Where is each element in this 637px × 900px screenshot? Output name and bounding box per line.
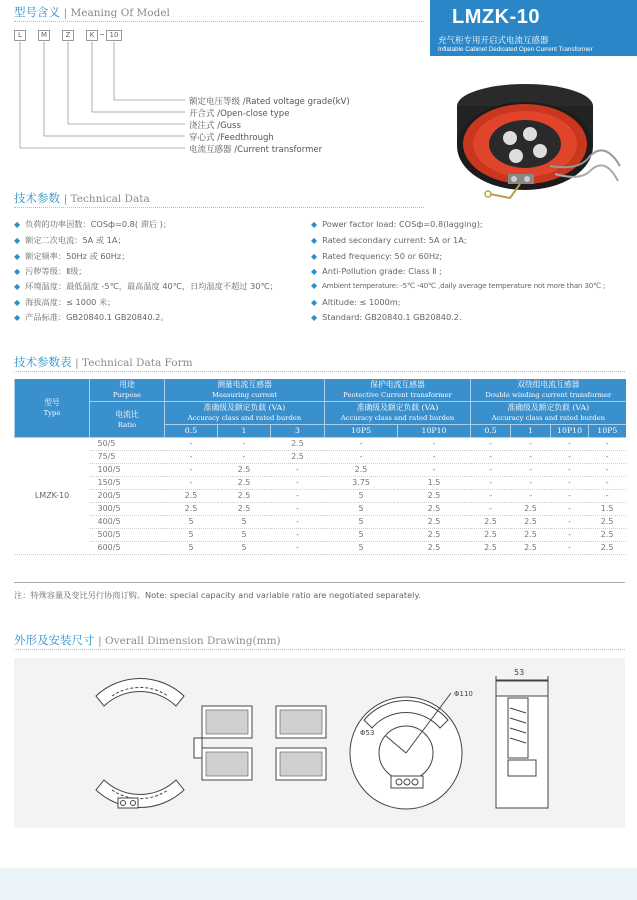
cell-value: - [471,464,511,477]
header-class: 0.5 [165,425,218,438]
table-body [15,438,626,555]
cell-value: - [551,490,589,503]
section-divider [14,21,424,22]
spec-left-item: ◆ 额定二次电流：5A 或 1A； [14,235,126,245]
cell-value: 2.5 [218,464,271,477]
drawing-title-cn: 外形及安装尺寸 [14,633,95,647]
cell-value: - [551,464,589,477]
page-footer-band [0,868,637,900]
model-meaning-title-cn: 型号含义 [14,5,60,19]
cell-value: - [165,451,218,464]
cell-value: 5 [218,529,271,542]
header-measuring: 测量电流互感器 Measuring current [165,379,325,402]
cell-value: - [471,477,511,490]
cell-value: - [271,529,325,542]
spec-right-item: ◆ Altitude: ≤ 1000m; [311,297,401,307]
spec-right-item: ◆ Ambient temperature: -5℃ -40℃ ,daily average temperature not more than 30℃ ; [311,281,606,290]
cell-value: 5 [218,542,271,555]
header-class: 0.5 [471,425,511,438]
product-hero [430,0,637,208]
cell-value: - [511,451,551,464]
cell-value: 2.5 [589,516,626,529]
cell-value: - [218,438,271,451]
cell-value: 5 [165,542,218,555]
cell-value: 5 [325,503,398,516]
table-note: 注：特殊容量及变比另行协商订购。Note: special capacity and variable ratio are negotiated separately. [14,590,421,600]
model-dash [100,34,104,35]
table-row [15,451,626,464]
cell-value: 2.5 [325,464,398,477]
header-model: 型号 Type [15,379,90,438]
table-row [15,542,626,555]
cell-ratio: 75/5 [90,451,165,464]
cell-model: LMZK-10 [15,438,90,555]
cell-value: - [511,490,551,503]
model-desc-ct: 电流互感器 /Current transformer [189,145,323,155]
cell-ratio: 200/5 [90,490,165,503]
header-class: 10P10 [398,425,471,438]
cell-value: 2.5 [165,503,218,516]
cell-value: - [165,438,218,451]
spec-right-item: ◆ Rated frequency: 50 or 60Hz; [311,251,443,261]
cell-value: - [325,451,398,464]
cell-value: - [398,464,471,477]
tech-data-title-en: Technical Data [70,193,150,205]
cell-value: - [551,503,589,516]
header-accuracy: 准确级及额定负载 (VA) Accuracy class and rated burden [325,402,471,425]
cell-value: - [589,451,626,464]
cell-value: - [551,451,589,464]
cell-value: - [271,516,325,529]
spec-right-item: ◆ Standard: GB20840.1 GB20840.2. [311,312,462,322]
spec-left-item: ◆ 海拔高度：≤ 1000 米； [14,297,116,307]
cell-value: 5 [165,516,218,529]
spec-left-item: ◆ 额定频率：50Hz 或 60Hz； [14,251,130,261]
cell-ratio: 150/5 [90,477,165,490]
cell-value: 1.5 [589,503,626,516]
model-desc-guss: 浇注式 /Guss [189,121,241,131]
table-row [15,464,626,477]
table-row [15,438,626,451]
header-ratio: 电流比 Ratio [90,402,165,438]
cell-value: - [165,464,218,477]
cell-value: 2.5 [471,516,511,529]
cell-value: 2.5 [398,516,471,529]
cell-value: - [271,477,325,490]
cell-value: 1.5 [398,477,471,490]
cell-value: 2.5 [271,438,325,451]
cell-value: 2.5 [218,503,271,516]
cell-value: 5 [165,529,218,542]
cell-value: 2.5 [471,529,511,542]
spec-left-item: ◆ 污秽等级：Ⅱ级； [14,266,87,276]
section-divider [14,649,625,650]
product-subtitle-cn: 充气柜专用开启式电流互感器 [438,36,549,46]
cell-ratio: 500/5 [90,529,165,542]
model-box-k: K [86,30,98,41]
cell-value: 2.5 [511,529,551,542]
cell-value: 2.5 [398,542,471,555]
cell-value: 2.5 [589,542,626,555]
table-row [15,477,626,490]
cell-value: - [271,503,325,516]
cell-ratio: 300/5 [90,503,165,516]
spec-right-item: ◆ Anti-Pollution grade: Class Ⅱ ; [311,266,442,276]
model-desc-voltage: 额定电压等级 /Rated voltage grade(kV) [189,97,350,107]
header-class: 10P5 [325,425,398,438]
cell-value: - [165,477,218,490]
dimension-drawing [14,658,625,828]
cell-value: 2.5 [218,490,271,503]
cell-value: - [271,490,325,503]
tech-form-title-cn: 技术参数表 [14,355,72,369]
cell-value: - [471,490,511,503]
cell-value: - [551,516,589,529]
section-divider [14,207,424,208]
cell-value: 5 [325,490,398,503]
cell-value: - [551,477,589,490]
header-class: 3 [271,425,325,438]
drawing-title: 外形及安装尺寸 | Overall Dimension Drawing(mm) [14,633,281,647]
cell-value: 2.5 [398,490,471,503]
table-row [15,490,626,503]
cell-value: - [551,542,589,555]
cell-value: - [271,464,325,477]
dim-inner-label: Φ53 [360,729,375,737]
spec-left-item: ◆ 负荷的功率因数：COSф=0.8( 滞后 )； [14,219,172,229]
cell-ratio: 600/5 [90,542,165,555]
cell-value: 2.5 [271,451,325,464]
table-bottom-rule [14,582,625,583]
cell-value: 2.5 [511,503,551,516]
spec-left-item: ◆ 产品标准：GB20840.1 GB20840.2。 [14,312,169,322]
model-meaning-title: 型号含义 | Meaning Of Model [14,5,170,19]
header-class: 1 [511,425,551,438]
dim-width-label: 53 [514,668,525,677]
cell-value: - [589,438,626,451]
model-desc-feedthrough: 穿心式 /Feedthrough [189,133,274,143]
cell-ratio: 100/5 [90,464,165,477]
cell-value: - [511,464,551,477]
product-photo [430,56,637,208]
cell-value: - [511,438,551,451]
technical-data-table [14,379,626,555]
tech-form-title: 技术参数表 | Technical Data Form [14,355,193,369]
cell-ratio: 400/5 [90,516,165,529]
cell-value: - [398,451,471,464]
dimension-drawing-area [14,658,625,828]
drawing-title-en: Overall Dimension Drawing(mm) [105,635,281,647]
cell-value: - [471,438,511,451]
model-desc-openclose: 开合式 /Open-close type [189,109,290,119]
cell-value: 2.5 [218,477,271,490]
cell-value: - [551,529,589,542]
cell-value: - [511,477,551,490]
cell-value: 2.5 [589,529,626,542]
cell-value: - [325,438,398,451]
dim-outer-label: Φ110 [454,690,473,698]
cell-value: 5 [218,516,271,529]
cell-value: 2.5 [398,529,471,542]
cell-value: 2.5 [398,503,471,516]
cell-value: 5 [325,516,398,529]
cell-value: - [471,451,511,464]
table-row [15,529,626,542]
cell-value: 3.75 [325,477,398,490]
header-class: 1 [218,425,271,438]
spec-left-item: ◆ 环境温度：最低温度 -5℃，最高温度 40℃，日均温度不超过 30℃； [14,281,278,291]
header-protective: 保护电流互感器 Peotective Current transformer [325,379,471,402]
table-row [15,516,626,529]
cell-ratio: 50/5 [90,438,165,451]
header-accuracy: 准确级及额定负载 (VA) Accuracy class and rated burden [471,402,626,425]
cell-value: - [551,438,589,451]
cell-value: - [471,503,511,516]
model-box-l: L [14,30,26,41]
cell-value: 2.5 [511,516,551,529]
cell-value: - [218,451,271,464]
header-double-winding: 双绕组电流互感器 Double winding current transformer [471,379,626,402]
header-accuracy: 准确级及额定负载 (VA) Accuracy class and rated burden [165,402,325,425]
model-meaning-title-en: Meaning Of Model [70,7,170,19]
cell-value: 2.5 [471,542,511,555]
header-class: 10P10 [551,425,589,438]
cell-value: - [589,477,626,490]
product-model-title: LMZK-10 [452,6,540,28]
spec-right-item: ◆ Rated secondary current: 5A or 1A; [311,235,467,245]
cell-value: 2.5 [511,542,551,555]
model-box-z: Z [62,30,74,41]
model-leader-lines [0,40,200,160]
cell-value: 5 [325,542,398,555]
cell-value: - [271,542,325,555]
cell-value: - [589,490,626,503]
tech-data-title: 技术参数 | Technical Data [14,191,150,205]
cell-value: - [398,438,471,451]
header-class: 10P5 [589,425,626,438]
header-purpose: 用途 Purpose [90,379,165,402]
table-row [15,503,626,516]
cell-value: 2.5 [165,490,218,503]
spec-right-item: ◆ Power factor load: COSф=0.8(lagging); [311,219,483,229]
tech-form-title-en: Technical Data Form [82,357,193,369]
cell-value: 5 [325,529,398,542]
cell-value: - [589,464,626,477]
section-divider [14,371,625,372]
model-box-10: 10 [106,30,122,41]
model-box-m: M [38,30,50,41]
tech-data-title-cn: 技术参数 [14,191,60,205]
product-subtitle-en: Inflatable Cabinet Dedicated Open Current Transformer [438,46,593,53]
